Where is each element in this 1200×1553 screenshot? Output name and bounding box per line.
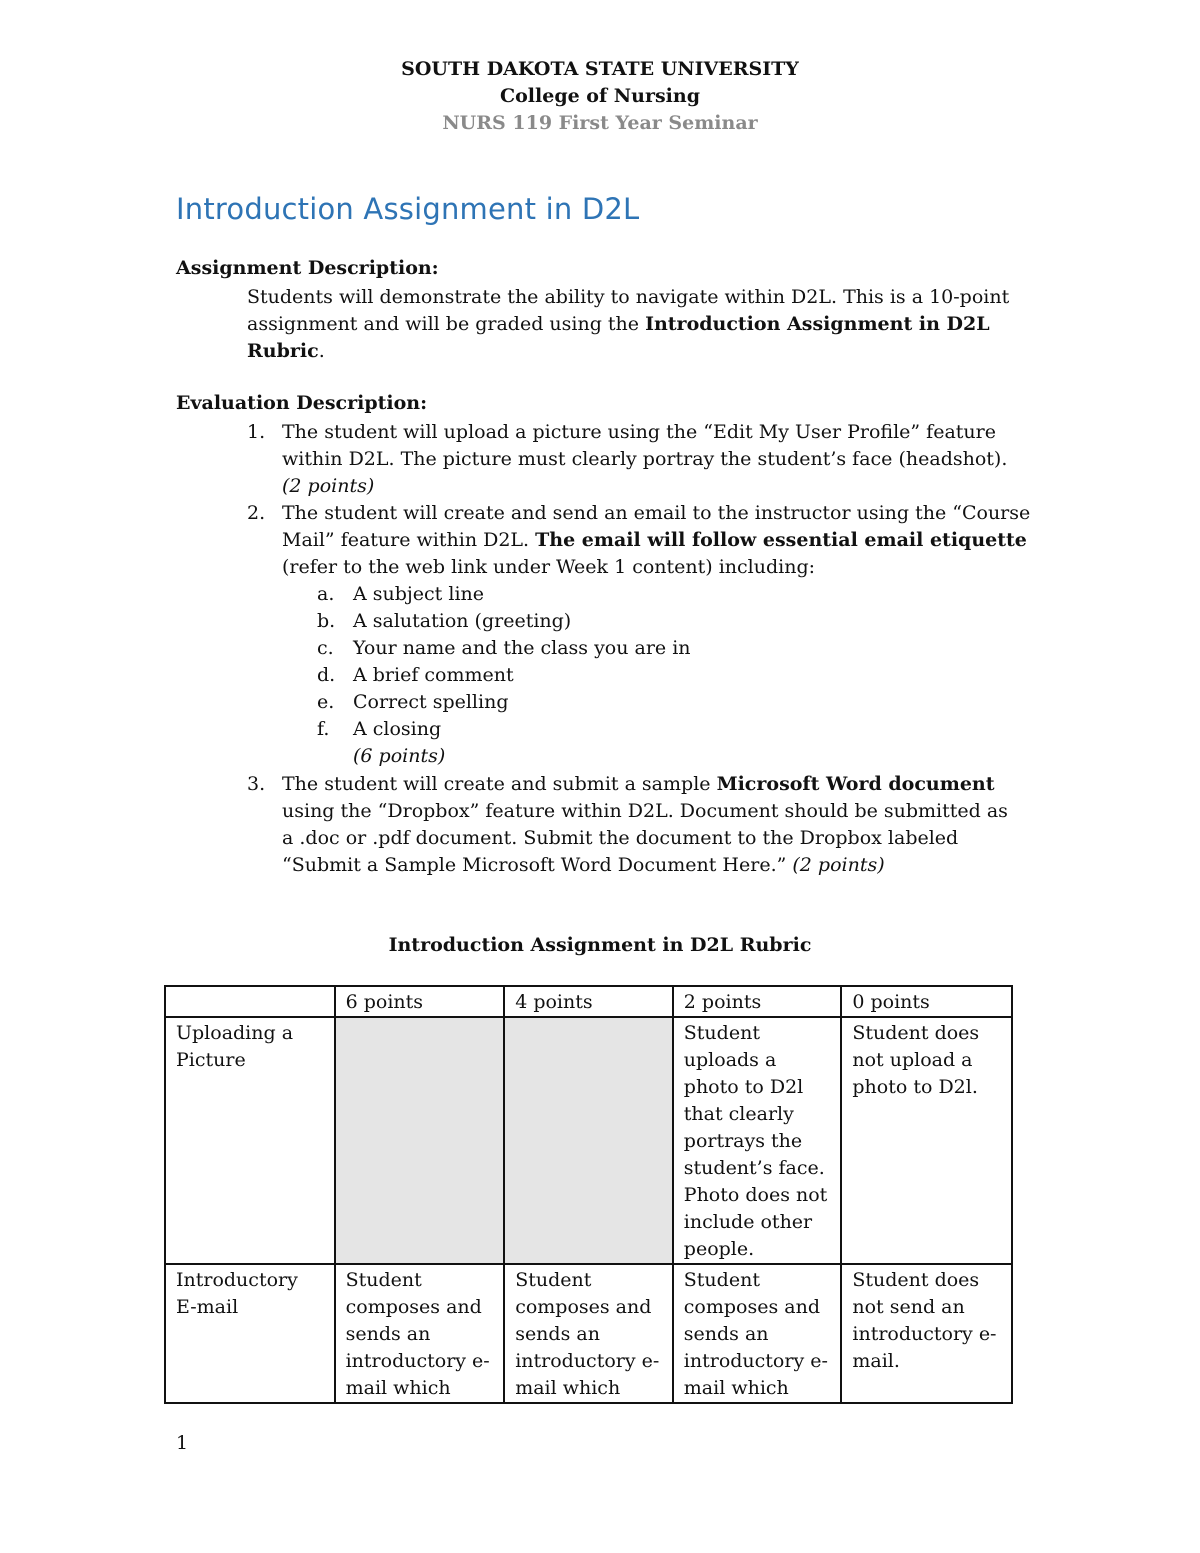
subitem-text: Correct spelling [353, 691, 509, 713]
table-row [165, 1264, 1012, 1403]
text-span: The student will create and submit a sample [282, 773, 717, 795]
rubric-cell: Student composes and sends an introductory e-mail which [335, 1264, 505, 1403]
header-cell: 2 points [673, 986, 842, 1017]
sublist-letter: d. [317, 664, 336, 686]
rubric-cell-shaded [335, 1017, 505, 1264]
sublist-letter: a. [317, 583, 335, 605]
item2-line2 [282, 527, 1027, 554]
assignment-description-line2 [247, 311, 990, 338]
header-cell: 4 points [504, 986, 673, 1017]
list-number: 3. [247, 773, 266, 795]
subitem-text: A brief comment [353, 664, 514, 686]
header-cell [165, 986, 335, 1017]
assignment-description-heading: Assignment Description: [176, 257, 439, 279]
rubric-table [164, 985, 1013, 1404]
rubric-cell: Student composes and sends an introductory e-mail which [673, 1264, 842, 1403]
criterion-cell: Uploading a Picture [165, 1017, 335, 1264]
college-name: College of Nursing [500, 85, 700, 107]
list-number: 1. [247, 421, 266, 443]
sublist-letter: f. [317, 718, 330, 740]
rubric-title: Introduction Assignment in D2L Rubric [388, 934, 812, 956]
header-cell: 6 points [335, 986, 505, 1017]
item2-points: (6 points) [353, 745, 446, 767]
item1-line1: The student will upload a picture using the “Edit My User Profile” feature [282, 421, 996, 443]
page-title: Introduction Assignment in D2L [176, 192, 640, 226]
sublist-letter: e. [317, 691, 335, 713]
email-etiquette-emphasis: The email will follow essential email etiquette [535, 529, 1027, 551]
item2-line3: (refer to the web link under Week 1 content) including: [282, 556, 816, 578]
item1-points: (2 points) [282, 475, 375, 497]
subitem-text: Your name and the class you are in [353, 637, 691, 659]
item1-line2: within D2L. The picture must clearly portray the student’s face (headshot). [282, 448, 1008, 470]
item3-line4 [282, 852, 885, 879]
rubric-cell: Student does not send an introductory e-mail. [841, 1264, 1012, 1403]
rubric-reference: Introduction Assignment in D2L [645, 313, 990, 335]
assignment-description-line1: Students will demonstrate the ability to navigate within D2L. This is a 10-point [247, 286, 1010, 308]
list-number: 2. [247, 502, 266, 524]
rubric-cell: Student uploads a photo to D2l that clearly portrays the student’s face. Photo does not include other people. [673, 1017, 842, 1264]
page-number: 1 [176, 1432, 189, 1454]
text-span: . [318, 340, 325, 362]
item3-points: (2 points) [792, 854, 885, 876]
rubric-cell-shaded [504, 1017, 673, 1264]
text-span: Mail” feature within D2L. [282, 529, 536, 551]
word-document-emphasis: Microsoft Word document [716, 773, 995, 795]
sublist-letter: c. [317, 637, 334, 659]
course-name: NURS 119 First Year Seminar [442, 112, 758, 134]
rubric-reference-end: Rubric [247, 340, 319, 362]
item3-line2: using the “Dropbox” feature within D2L. Document should be submitted as [282, 800, 1008, 822]
text-span: “Submit a Sample Microsoft Word Document Here.” [282, 854, 793, 876]
evaluation-description-heading: Evaluation Description: [176, 392, 428, 414]
subitem-text: A subject line [353, 583, 484, 605]
subitem-text: A salutation (greeting) [353, 610, 572, 632]
text-span: assignment and will be graded using the [247, 313, 646, 335]
item3-line1 [282, 771, 995, 798]
table-header-row [165, 986, 1012, 1017]
item2-line1: The student will create and send an email to the instructor using the “Course [282, 502, 1031, 524]
rubric-cell: Student composes and sends an introductory e-mail which [504, 1264, 673, 1403]
criterion-cell: Introductory E-mail [165, 1264, 335, 1403]
sublist-letter: b. [317, 610, 336, 632]
header-cell: 0 points [841, 986, 1012, 1017]
rubric-cell: Student does not upload a photo to D2l. [841, 1017, 1012, 1264]
table-row [165, 1017, 1012, 1264]
assignment-description-line3 [247, 338, 325, 365]
item3-line3: a .doc or .pdf document. Submit the document to the Dropbox labeled [282, 827, 959, 849]
subitem-text: A closing [353, 718, 442, 740]
university-name: SOUTH DAKOTA STATE UNIVERSITY [401, 58, 799, 80]
